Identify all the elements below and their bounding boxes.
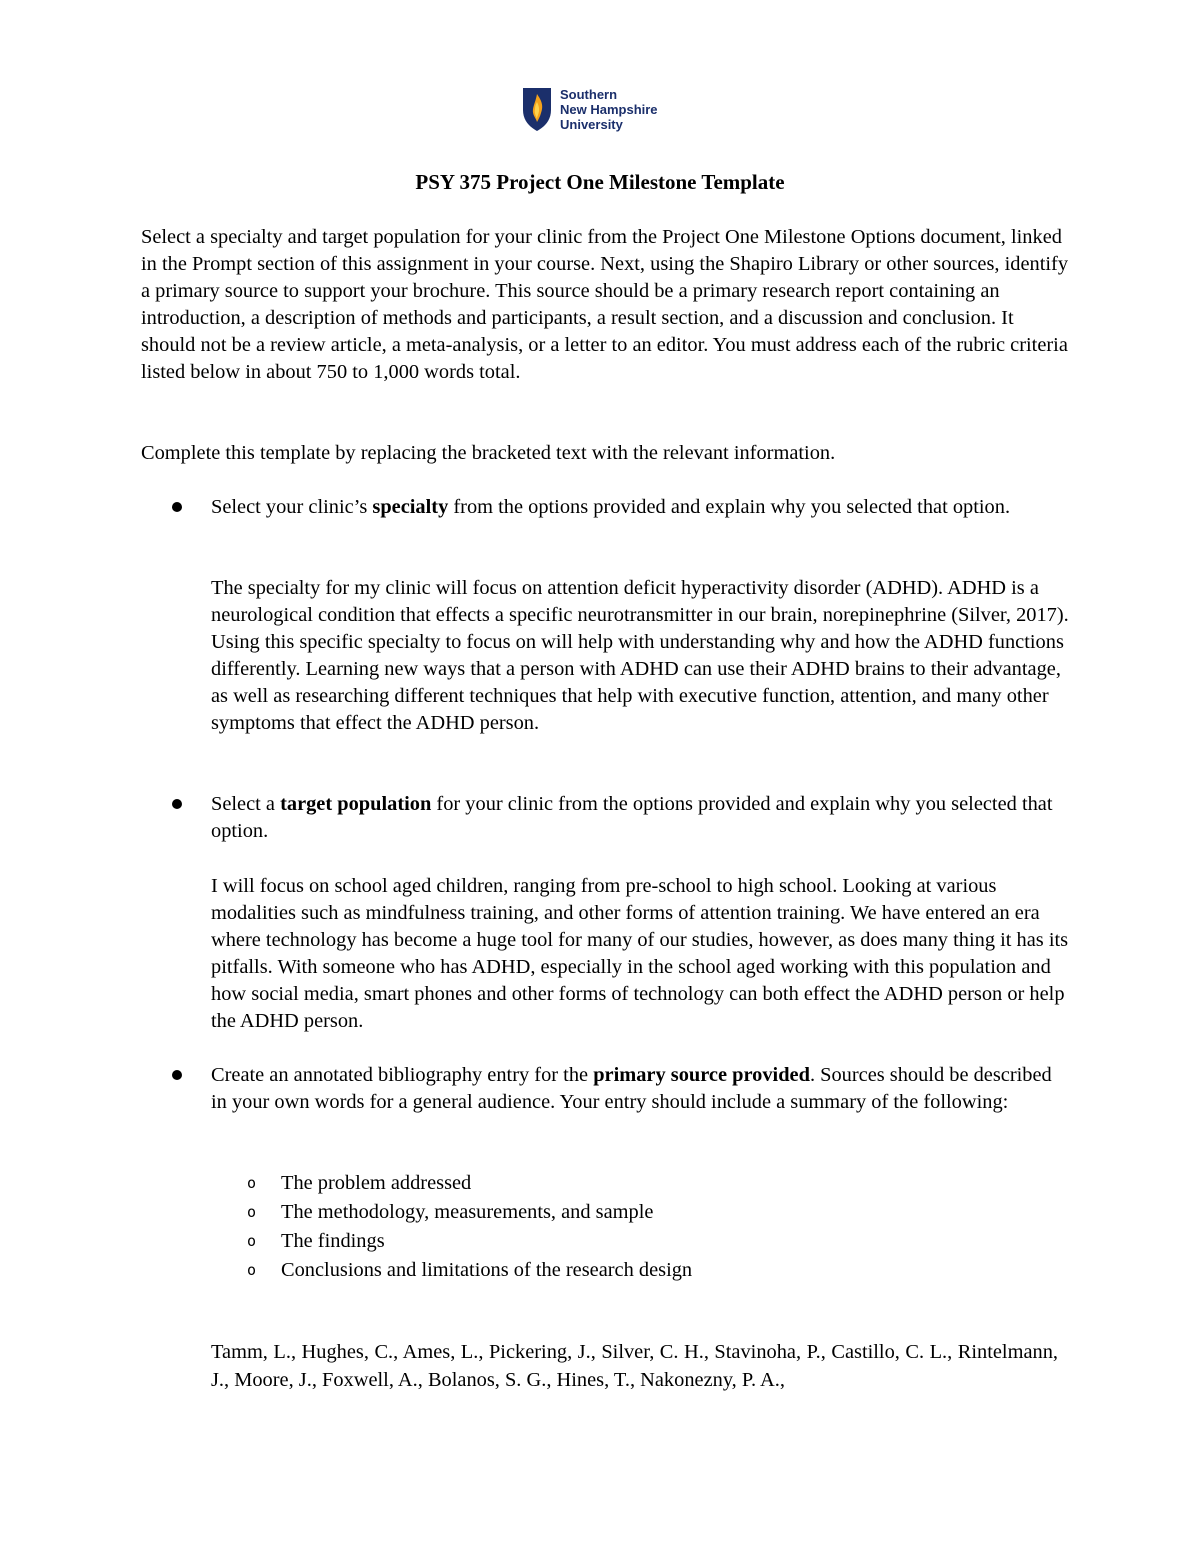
prompt-text: from the options provided and explain why you selected that option. <box>448 496 1011 518</box>
bullet-icon <box>172 1070 182 1080</box>
list-item-text: The methodology, measurements, and sample <box>281 1201 654 1223</box>
answer-target-population: I will focus on school aged children, ranging from pre-school to high school. Looking at various modalities such as mindfulness training, and other forms of attention training. We have entered an era where technology has become a huge tool for many of our studies, however, as does many thing it has its pitfalls. With someone who has ADHD, especially in the school aged working with this population and how social media, smart phones and other forms of technology can both effect the ADHD person or help the ADHD person. <box>211 875 1069 1032</box>
circle-bullet-icon: o <box>247 1174 257 1192</box>
answer-specialty: The specialty for my clinic will focus on attention deficit hyperactivity disorder (ADHD). ADHD is a neurological condition that effects a specific neurotransmitter in our brain, norepinephrine (Silver, 2017). Using this specific specialty to focus on will help with understanding why and how the ADHD functions differently. Learning new ways that a person with ADHD can use their ADHD brains to their advantage, as well as researching different techniques that help with executive function, attention, and many other symptoms that effect the ADHD person. <box>211 577 1069 734</box>
intro-paragraph: Select a specialty and target population for your clinic from the Project One Milestone Options document, linked in the Prompt section of this assignment in your course. Next, using the Shapiro Library or other sources, identify a primary source to support your brochure. This source should be a primary research report containing an introduction, a description of methods and participants, a result section, and a discussion and conclusion. It should not be a review article, a meta-analysis, or a letter to an editor. You must address each of the rubric criteria listed below in about 750 to 1,000 words total. <box>141 226 1069 383</box>
bullet-icon <box>172 502 182 512</box>
prompt-specialty <box>211 494 1071 521</box>
logo-line-1: Southern <box>560 86 618 102</box>
page-title: PSY 375 Project One Milestone Template <box>415 170 785 194</box>
list-item <box>247 1169 692 1198</box>
prompt-bold-term: specialty <box>372 496 449 518</box>
circle-bullet-icon: o <box>247 1203 257 1221</box>
list-item <box>247 1227 692 1256</box>
prompt-bold-term: primary source provided <box>593 1064 810 1086</box>
shield-flame-icon <box>522 86 552 132</box>
prompt-text: for your clinic from the options provided and explain why you selected that option. <box>211 793 1053 842</box>
prompt-target-population <box>211 791 1071 845</box>
university-logo <box>522 84 692 134</box>
prompt-bibliography <box>211 1062 1071 1116</box>
university-name <box>560 87 658 132</box>
prompt-text: Create an annotated bibliography entry for the <box>211 1064 594 1086</box>
circle-bullet-icon: o <box>247 1261 257 1279</box>
summary-criteria-list <box>247 1169 692 1285</box>
list-item-text: The problem addressed <box>281 1172 472 1194</box>
list-item-text: Conclusions and limitations of the research design <box>281 1259 693 1281</box>
prompt-text: . Sources should be described in your own words for a general audience. Your entry should include a summary of the following: <box>211 1064 1052 1113</box>
prompt-text: Select a <box>211 793 281 815</box>
circle-bullet-icon: o <box>247 1232 257 1250</box>
list-item-text: The findings <box>281 1230 385 1252</box>
bibliography-citation: Tamm, L., Hughes, C., Ames, L., Pickering, J., Silver, C. H., Stavinoha, P., Castillo, C. L., Rintelmann, J., Moore, J., Foxwell, A., Bolanos, S. G., Hines, T., Nakonezny, P. A., <box>211 1341 1058 1391</box>
bullet-icon <box>172 799 182 809</box>
instruction-paragraph: Complete this template by replacing the bracketed text with the relevant information. <box>141 442 836 464</box>
list-item <box>247 1256 692 1285</box>
logo-line-3: University <box>560 116 623 132</box>
prompt-bold-term: target population <box>280 793 432 815</box>
list-item <box>247 1198 692 1227</box>
logo-line-2: New Hampshire <box>560 101 658 117</box>
prompt-text: Select your clinic’s <box>211 496 373 518</box>
